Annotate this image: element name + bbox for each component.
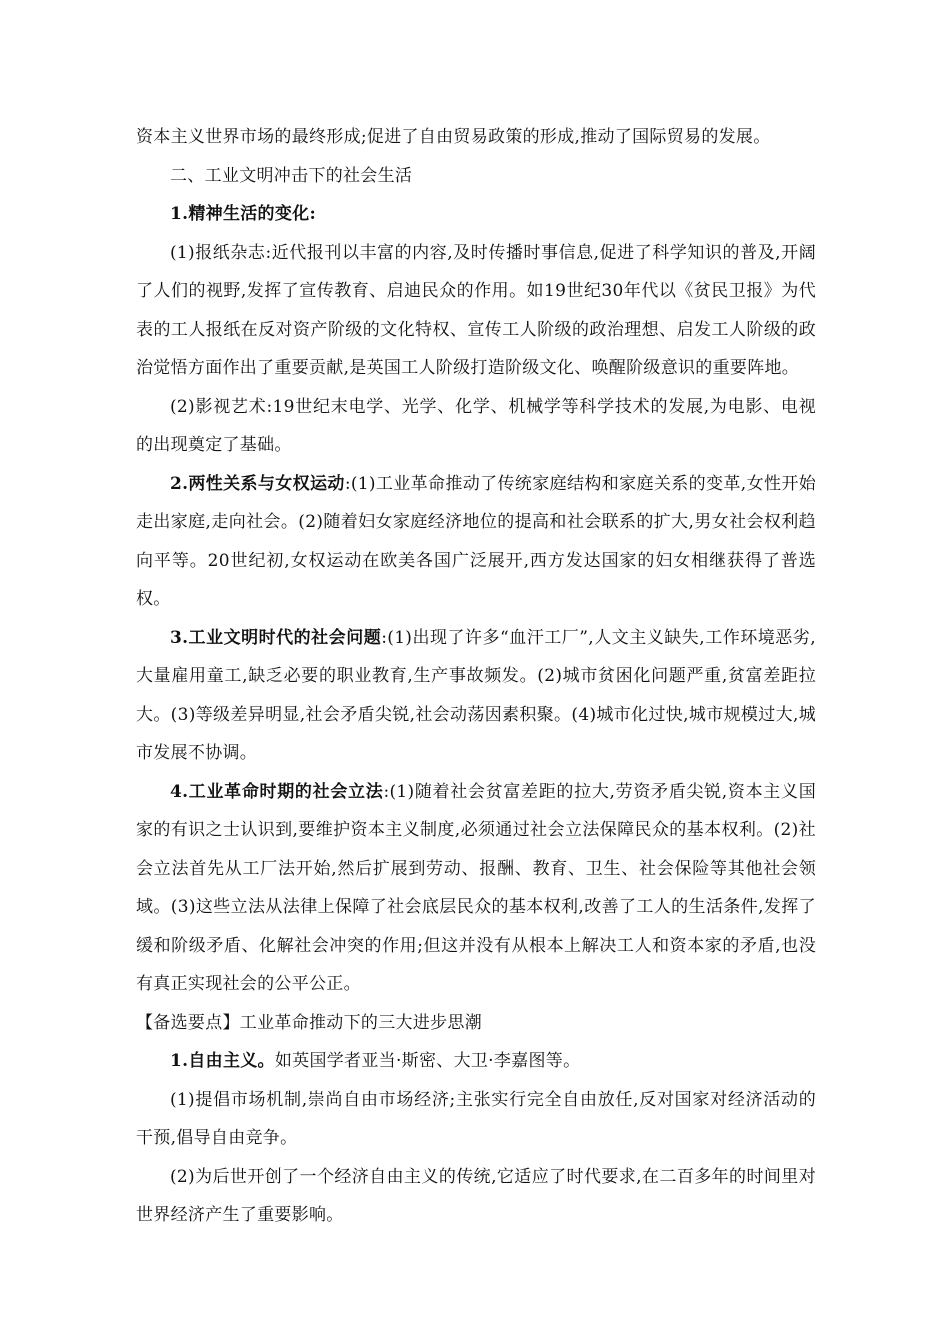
document-body bbox=[136, 118, 816, 1235]
paragraph-world-market: 资本主义世界市场的最终形成;促进了自由贸易政策的形成,推动了国际贸易的发展。 bbox=[136, 127, 771, 147]
paragraph-newspapers: (1)报纸杂志:近代报刊以丰富的内容,及时传播时事信息,促进了科学知识的普及,开阔了人们的视野,发挥了宣传教育、启迪民众的作用。如19世纪30年代以《贫民卫报》为代表的工人报纸在反对资产阶级的文化特权、宣传工人阶级的政治理想、启发工人阶级的政治觉悟方面作出了重要贡献,是英国工人阶级打造阶级文化、唤醒阶级意识的重要阵地。 bbox=[136, 242, 816, 378]
paragraph-liberalism-point-1: (1)提倡市场机制,崇尚自由市场经济;主张实行完全自由放任,反对国家对经济活动的干预,倡导自由竞争。 bbox=[136, 1089, 816, 1148]
paragraph-lead: 1.自由主义。 bbox=[170, 1051, 275, 1071]
paragraph-lead: 2.两性关系与女权运动 bbox=[170, 473, 345, 494]
paragraph-social-problems: 3.工业文明时代的社会问题:(1)出现了许多“血汗工厂”,人文主义缺失,工作环境恶劣,大量雇用童工,缺乏必要的职业教育,生产事故频发。(2)城市贫困化问题严重,贫富差距拉大。(3)等级差异明显,社会矛盾尖锐,社会动荡因素积聚。(4)城市化过快,城市规模过大,城市发展不协调。 bbox=[136, 627, 816, 763]
paragraph-social-legislation: 4.工业革命时期的社会立法:(1)随着社会贫富差距的拉大,劳资矛盾尖锐,资本主义国家的有识之士认识到,要维护资本主义制度,必须通过社会立法保障民众的基本权利。(2)社会立法首先从工厂法开始,然后扩展到劳动、报酬、教育、卫生、社会保险等其他社会领域。(3)这些立法从法律上保障了社会底层民众的基本权利,改善了工人的生活条件,发挥了缓和阶级矛盾、化解社会冲突的作用;但这并没有从根本上解决工人和资本家的矛盾,也没有真正实现社会的公平公正。 bbox=[136, 781, 817, 994]
paragraph-gender-feminism: 2.两性关系与女权运动:(1)工业革命推动了传统家庭结构和家庭关系的变革,女性开始走出家庭,走向社会。(2)随着妇女家庭经济地位的提高和社会联系的扩大,男女社会权利趋向平等。20世纪初,女权运动在欧美各国广泛展开,西方发达国家的妇女相继获得了普选权。 bbox=[136, 473, 816, 609]
paragraph-lead: 4.工业革命时期的社会立法 bbox=[170, 781, 384, 802]
subheading-spiritual-life: 1.精神生活的变化: bbox=[170, 204, 317, 224]
paragraph-liberalism: 1.自由主义。如英国学者亚当·斯密、大卫·李嘉图等。 bbox=[170, 1051, 581, 1071]
paragraph-liberalism-point-2: (2)为后世开创了一个经济自由主义的传统,它适应了时代要求,在二百多年的时间里对世界经济产生了重要影响。 bbox=[136, 1166, 816, 1225]
paragraph-film-tv: (2)影视艺术:19世纪末电学、光学、化学、机械学等科学技术的发展,为电影、电视的出现奠定了基础。 bbox=[136, 396, 816, 455]
section-heading-social-life: 二、工业文明冲击下的社会生活 bbox=[170, 165, 413, 186]
paragraph-lead: 3.工业文明时代的社会问题 bbox=[170, 627, 382, 648]
optional-points-heading: 【备选要点】工业革命推动下的三大进步思潮 bbox=[136, 1012, 482, 1033]
